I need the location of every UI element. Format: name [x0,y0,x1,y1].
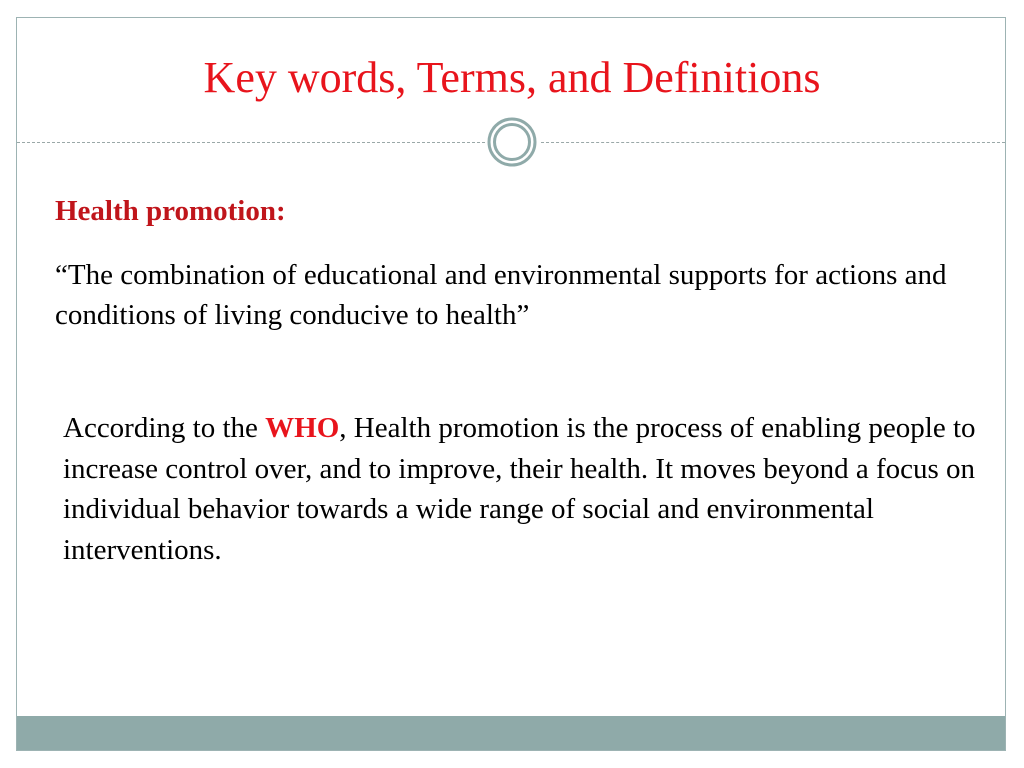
who-highlight: WHO [265,412,340,444]
footer-bar [17,716,1005,750]
circle-ornament-icon [487,117,537,167]
who-paragraph [63,408,983,570]
who-paragraph-lead: According to the [63,412,266,444]
who-paragraph-body: , Health promotion is the process of enabling people to increase control over, and to improve, their health. It moves beyond a focus on individual behavior towards a wide range of social and environmental interventions. [63,412,976,566]
definition-quote: “The combination of educational and environmental supports for actions and conditions of living conducive to health” [55,259,947,331]
title-divider-right [541,142,1005,143]
section-heading: Health promotion: [55,195,286,227]
title-divider-left [17,142,485,143]
slide-title: Key words, Terms, and Definitions [203,53,821,102]
